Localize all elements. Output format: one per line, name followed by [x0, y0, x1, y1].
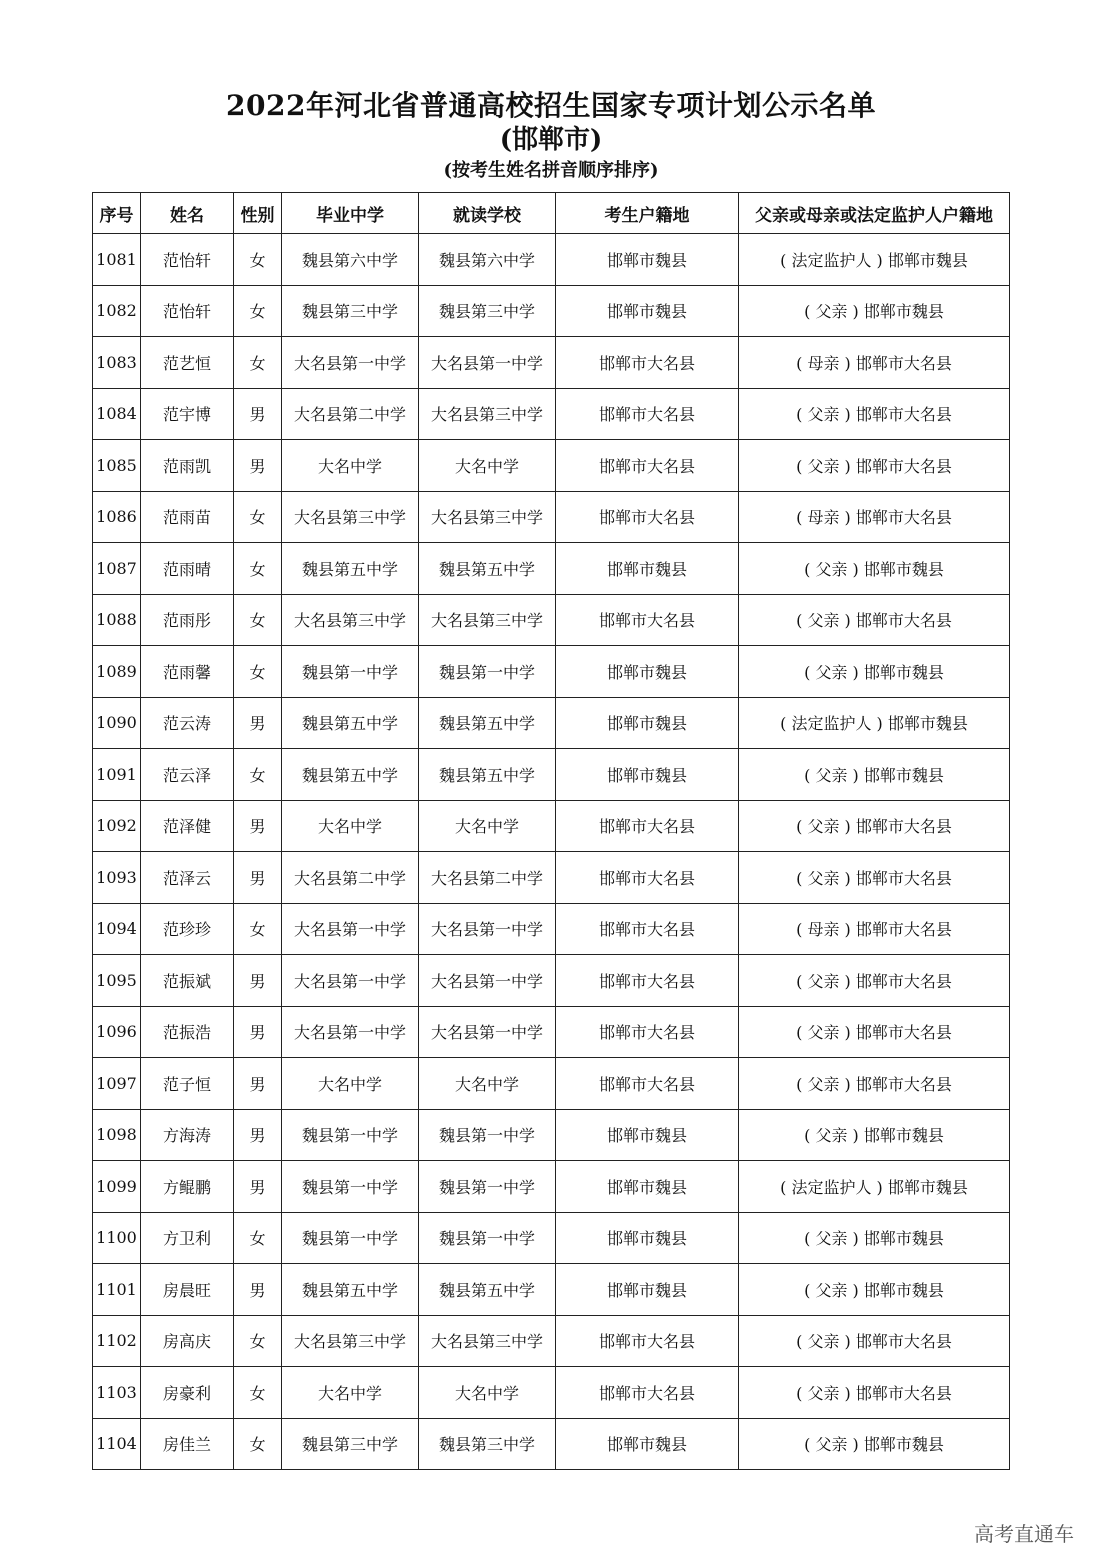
cell-graduation-school: 大名中学	[282, 1367, 419, 1419]
cell-name: 范艺恒	[141, 337, 234, 389]
cell-student-hukou: 邯郸市大名县	[556, 388, 739, 440]
cell-index: 1099	[93, 1161, 141, 1213]
cell-index: 1089	[93, 646, 141, 698]
cell-guardian-hukou: ( 父亲 ) 邯郸市大名县	[739, 1367, 1010, 1419]
cell-current-school: 魏县第五中学	[419, 1264, 556, 1316]
cell-current-school: 大名县第三中学	[419, 388, 556, 440]
cell-index: 1104	[93, 1418, 141, 1470]
cell-index: 1094	[93, 903, 141, 955]
cell-gender: 女	[234, 903, 282, 955]
table-row	[93, 852, 1010, 904]
cell-name: 范怡轩	[141, 234, 234, 286]
cell-gender: 女	[234, 1418, 282, 1470]
cell-student-hukou: 邯郸市魏县	[556, 749, 739, 801]
table-row	[93, 903, 1010, 955]
cell-graduation-school: 大名县第三中学	[282, 1315, 419, 1367]
cell-graduation-school: 魏县第一中学	[282, 1109, 419, 1161]
cell-guardian-hukou: ( 父亲 ) 邯郸市大名县	[739, 594, 1010, 646]
cell-student-hukou: 邯郸市大名县	[556, 903, 739, 955]
cell-student-hukou: 邯郸市大名县	[556, 1006, 739, 1058]
cell-index: 1103	[93, 1367, 141, 1419]
cell-name: 方卫利	[141, 1212, 234, 1264]
document-title-block	[0, 88, 1102, 184]
cell-guardian-hukou: ( 母亲 ) 邯郸市大名县	[739, 903, 1010, 955]
cell-current-school: 魏县第三中学	[419, 1418, 556, 1470]
table-row	[93, 234, 1010, 286]
cell-guardian-hukou: ( 父亲 ) 邯郸市魏县	[739, 543, 1010, 595]
cell-student-hukou: 邯郸市大名县	[556, 800, 739, 852]
cell-gender: 女	[234, 234, 282, 286]
cell-current-school: 魏县第一中学	[419, 1109, 556, 1161]
table-body	[93, 234, 1010, 1470]
cell-current-school: 大名中学	[419, 440, 556, 492]
cell-gender: 女	[234, 1212, 282, 1264]
cell-name: 范雨彤	[141, 594, 234, 646]
cell-name: 范振浩	[141, 1006, 234, 1058]
header-row	[93, 193, 1010, 234]
cell-guardian-hukou: ( 父亲 ) 邯郸市魏县	[739, 1212, 1010, 1264]
cell-name: 房高庆	[141, 1315, 234, 1367]
cell-guardian-hukou: ( 父亲 ) 邯郸市大名县	[739, 440, 1010, 492]
cell-student-hukou: 邯郸市魏县	[556, 1161, 739, 1213]
cell-guardian-hukou: ( 父亲 ) 邯郸市魏县	[739, 646, 1010, 698]
table-row	[93, 1367, 1010, 1419]
cell-current-school: 魏县第一中学	[419, 646, 556, 698]
cell-graduation-school: 大名县第三中学	[282, 491, 419, 543]
cell-index: 1086	[93, 491, 141, 543]
cell-guardian-hukou: ( 父亲 ) 邯郸市大名县	[739, 1006, 1010, 1058]
cell-current-school: 魏县第六中学	[419, 234, 556, 286]
cell-index: 1098	[93, 1109, 141, 1161]
cell-name: 范雨馨	[141, 646, 234, 698]
table-row	[93, 543, 1010, 595]
cell-student-hukou: 邯郸市大名县	[556, 1058, 739, 1110]
cell-guardian-hukou: ( 父亲 ) 邯郸市大名县	[739, 388, 1010, 440]
cell-current-school: 大名中学	[419, 800, 556, 852]
table-row	[93, 1006, 1010, 1058]
cell-student-hukou: 邯郸市大名县	[556, 1367, 739, 1419]
header-cell-gender: 性别	[234, 193, 282, 234]
cell-guardian-hukou: ( 父亲 ) 邯郸市大名县	[739, 800, 1010, 852]
cell-graduation-school: 大名县第三中学	[282, 594, 419, 646]
cell-current-school: 魏县第五中学	[419, 749, 556, 801]
cell-student-hukou: 邯郸市魏县	[556, 1212, 739, 1264]
cell-current-school: 大名县第三中学	[419, 491, 556, 543]
table-row	[93, 1315, 1010, 1367]
table-row	[93, 594, 1010, 646]
header-cell-index: 序号	[93, 193, 141, 234]
document-subtitle: (邯郸市)	[499, 125, 603, 155]
cell-graduation-school: 魏县第五中学	[282, 749, 419, 801]
cell-student-hukou: 邯郸市大名县	[556, 594, 739, 646]
cell-name: 范泽云	[141, 852, 234, 904]
cell-index: 1088	[93, 594, 141, 646]
cell-graduation-school: 魏县第三中学	[282, 285, 419, 337]
cell-gender: 女	[234, 543, 282, 595]
cell-current-school: 大名中学	[419, 1367, 556, 1419]
cell-current-school: 大名县第一中学	[419, 903, 556, 955]
cell-name: 方海涛	[141, 1109, 234, 1161]
cell-gender: 男	[234, 1058, 282, 1110]
table-row	[93, 1161, 1010, 1213]
table-row	[93, 800, 1010, 852]
cell-name: 范雨凯	[141, 440, 234, 492]
table-row	[93, 1264, 1010, 1316]
cell-gender: 男	[234, 1006, 282, 1058]
cell-graduation-school: 大名县第一中学	[282, 955, 419, 1007]
cell-gender: 女	[234, 1367, 282, 1419]
cell-gender: 女	[234, 749, 282, 801]
document-title: 2022年河北省普通高校招生国家专项计划公示名单	[226, 89, 876, 122]
cell-graduation-school: 魏县第五中学	[282, 543, 419, 595]
cell-current-school: 大名县第一中学	[419, 955, 556, 1007]
cell-student-hukou: 邯郸市魏县	[556, 1264, 739, 1316]
cell-graduation-school: 魏县第一中学	[282, 1212, 419, 1264]
cell-index: 1096	[93, 1006, 141, 1058]
cell-guardian-hukou: ( 父亲 ) 邯郸市魏县	[739, 749, 1010, 801]
table-header	[93, 193, 1010, 234]
cell-index: 1095	[93, 955, 141, 1007]
cell-graduation-school: 魏县第三中学	[282, 1418, 419, 1470]
cell-student-hukou: 邯郸市魏县	[556, 285, 739, 337]
cell-gender: 男	[234, 1161, 282, 1213]
cell-graduation-school: 魏县第五中学	[282, 1264, 419, 1316]
cell-index: 1091	[93, 749, 141, 801]
cell-graduation-school: 大名县第一中学	[282, 1006, 419, 1058]
cell-student-hukou: 邯郸市魏县	[556, 1418, 739, 1470]
table-row	[93, 1212, 1010, 1264]
cell-guardian-hukou: ( 父亲 ) 邯郸市魏县	[739, 1418, 1010, 1470]
cell-student-hukou: 邯郸市魏县	[556, 697, 739, 749]
cell-student-hukou: 邯郸市魏县	[556, 646, 739, 698]
cell-name: 房佳兰	[141, 1418, 234, 1470]
cell-current-school: 魏县第五中学	[419, 697, 556, 749]
cell-graduation-school: 大名县第一中学	[282, 337, 419, 389]
cell-current-school: 大名县第一中学	[419, 337, 556, 389]
cell-index: 1082	[93, 285, 141, 337]
cell-graduation-school: 大名县第一中学	[282, 903, 419, 955]
cell-graduation-school: 魏县第一中学	[282, 1161, 419, 1213]
cell-guardian-hukou: ( 父亲 ) 邯郸市大名县	[739, 852, 1010, 904]
cell-student-hukou: 邯郸市大名县	[556, 491, 739, 543]
table-row	[93, 285, 1010, 337]
cell-name: 房豪利	[141, 1367, 234, 1419]
header-cell-name: 姓名	[141, 193, 234, 234]
cell-graduation-school: 魏县第一中学	[282, 646, 419, 698]
cell-index: 1101	[93, 1264, 141, 1316]
cell-name: 范珍珍	[141, 903, 234, 955]
cell-gender: 男	[234, 1109, 282, 1161]
cell-name: 范子恒	[141, 1058, 234, 1110]
cell-guardian-hukou: ( 母亲 ) 邯郸市大名县	[739, 491, 1010, 543]
cell-graduation-school: 大名县第二中学	[282, 388, 419, 440]
cell-gender: 女	[234, 594, 282, 646]
cell-graduation-school: 魏县第六中学	[282, 234, 419, 286]
cell-index: 1081	[93, 234, 141, 286]
cell-gender: 女	[234, 491, 282, 543]
cell-gender: 男	[234, 1264, 282, 1316]
table-row	[93, 1109, 1010, 1161]
cell-gender: 女	[234, 285, 282, 337]
cell-guardian-hukou: ( 母亲 ) 邯郸市大名县	[739, 337, 1010, 389]
cell-graduation-school: 大名中学	[282, 800, 419, 852]
table-row	[93, 749, 1010, 801]
table-row	[93, 337, 1010, 389]
header-cell-graduation-school: 毕业中学	[282, 193, 419, 234]
cell-gender: 男	[234, 388, 282, 440]
cell-guardian-hukou: ( 父亲 ) 邯郸市大名县	[739, 955, 1010, 1007]
cell-guardian-hukou: ( 父亲 ) 邯郸市大名县	[739, 1315, 1010, 1367]
cell-current-school: 大名县第二中学	[419, 852, 556, 904]
cell-gender: 女	[234, 646, 282, 698]
cell-student-hukou: 邯郸市大名县	[556, 852, 739, 904]
cell-current-school: 大名县第三中学	[419, 594, 556, 646]
cell-guardian-hukou: ( 父亲 ) 邯郸市魏县	[739, 285, 1010, 337]
cell-name: 范振斌	[141, 955, 234, 1007]
table-row	[93, 646, 1010, 698]
header-cell-student-hukou: 考生户籍地	[556, 193, 739, 234]
cell-student-hukou: 邯郸市大名县	[556, 440, 739, 492]
cell-graduation-school: 大名中学	[282, 1058, 419, 1110]
cell-student-hukou: 邯郸市魏县	[556, 1109, 739, 1161]
table-row	[93, 1058, 1010, 1110]
cell-name: 方鲲鹏	[141, 1161, 234, 1213]
cell-index: 1093	[93, 852, 141, 904]
cell-index: 1092	[93, 800, 141, 852]
cell-guardian-hukou: ( 法定监护人 ) 邯郸市魏县	[739, 1161, 1010, 1213]
roster-table	[92, 192, 1010, 1470]
cell-gender: 男	[234, 800, 282, 852]
cell-guardian-hukou: ( 父亲 ) 邯郸市魏县	[739, 1264, 1010, 1316]
header-cell-guardian-hukou: 父亲或母亲或法定监护人户籍地	[739, 193, 1010, 234]
table-row	[93, 491, 1010, 543]
cell-gender: 男	[234, 955, 282, 1007]
cell-name: 范雨晴	[141, 543, 234, 595]
cell-name: 范云涛	[141, 697, 234, 749]
watermark-text: 高考直通车	[974, 1522, 1074, 1546]
cell-gender: 男	[234, 440, 282, 492]
cell-graduation-school: 魏县第五中学	[282, 697, 419, 749]
cell-student-hukou: 邯郸市大名县	[556, 1315, 739, 1367]
cell-index: 1087	[93, 543, 141, 595]
cell-index: 1102	[93, 1315, 141, 1367]
cell-name: 范云泽	[141, 749, 234, 801]
cell-student-hukou: 邯郸市魏县	[556, 543, 739, 595]
cell-guardian-hukou: ( 父亲 ) 邯郸市大名县	[739, 1058, 1010, 1110]
cell-name: 房晨旺	[141, 1264, 234, 1316]
cell-index: 1100	[93, 1212, 141, 1264]
cell-index: 1085	[93, 440, 141, 492]
cell-current-school: 魏县第五中学	[419, 543, 556, 595]
header-cell-current-school: 就读学校	[419, 193, 556, 234]
cell-guardian-hukou: ( 父亲 ) 邯郸市魏县	[739, 1109, 1010, 1161]
cell-name: 范宇博	[141, 388, 234, 440]
cell-graduation-school: 大名中学	[282, 440, 419, 492]
cell-student-hukou: 邯郸市大名县	[556, 337, 739, 389]
cell-current-school: 大名县第一中学	[419, 1006, 556, 1058]
cell-graduation-school: 大名县第二中学	[282, 852, 419, 904]
cell-index: 1097	[93, 1058, 141, 1110]
cell-gender: 男	[234, 697, 282, 749]
table-row	[93, 1418, 1010, 1470]
cell-current-school: 魏县第一中学	[419, 1212, 556, 1264]
cell-current-school: 大名中学	[419, 1058, 556, 1110]
cell-name: 范雨苗	[141, 491, 234, 543]
cell-current-school: 魏县第一中学	[419, 1161, 556, 1213]
table-row	[93, 697, 1010, 749]
cell-gender: 女	[234, 1315, 282, 1367]
cell-gender: 男	[234, 852, 282, 904]
cell-current-school: 大名县第三中学	[419, 1315, 556, 1367]
cell-index: 1084	[93, 388, 141, 440]
cell-name: 范怡轩	[141, 285, 234, 337]
cell-student-hukou: 邯郸市大名县	[556, 955, 739, 1007]
cell-guardian-hukou: ( 法定监护人 ) 邯郸市魏县	[739, 234, 1010, 286]
table-row	[93, 440, 1010, 492]
cell-gender: 女	[234, 337, 282, 389]
document-sort-note: (按考生姓名拼音顺序排序)	[443, 160, 659, 181]
cell-index: 1083	[93, 337, 141, 389]
table-row	[93, 955, 1010, 1007]
cell-name: 范泽健	[141, 800, 234, 852]
cell-current-school: 魏县第三中学	[419, 285, 556, 337]
cell-index: 1090	[93, 697, 141, 749]
table-row	[93, 388, 1010, 440]
cell-guardian-hukou: ( 法定监护人 ) 邯郸市魏县	[739, 697, 1010, 749]
cell-student-hukou: 邯郸市魏县	[556, 234, 739, 286]
